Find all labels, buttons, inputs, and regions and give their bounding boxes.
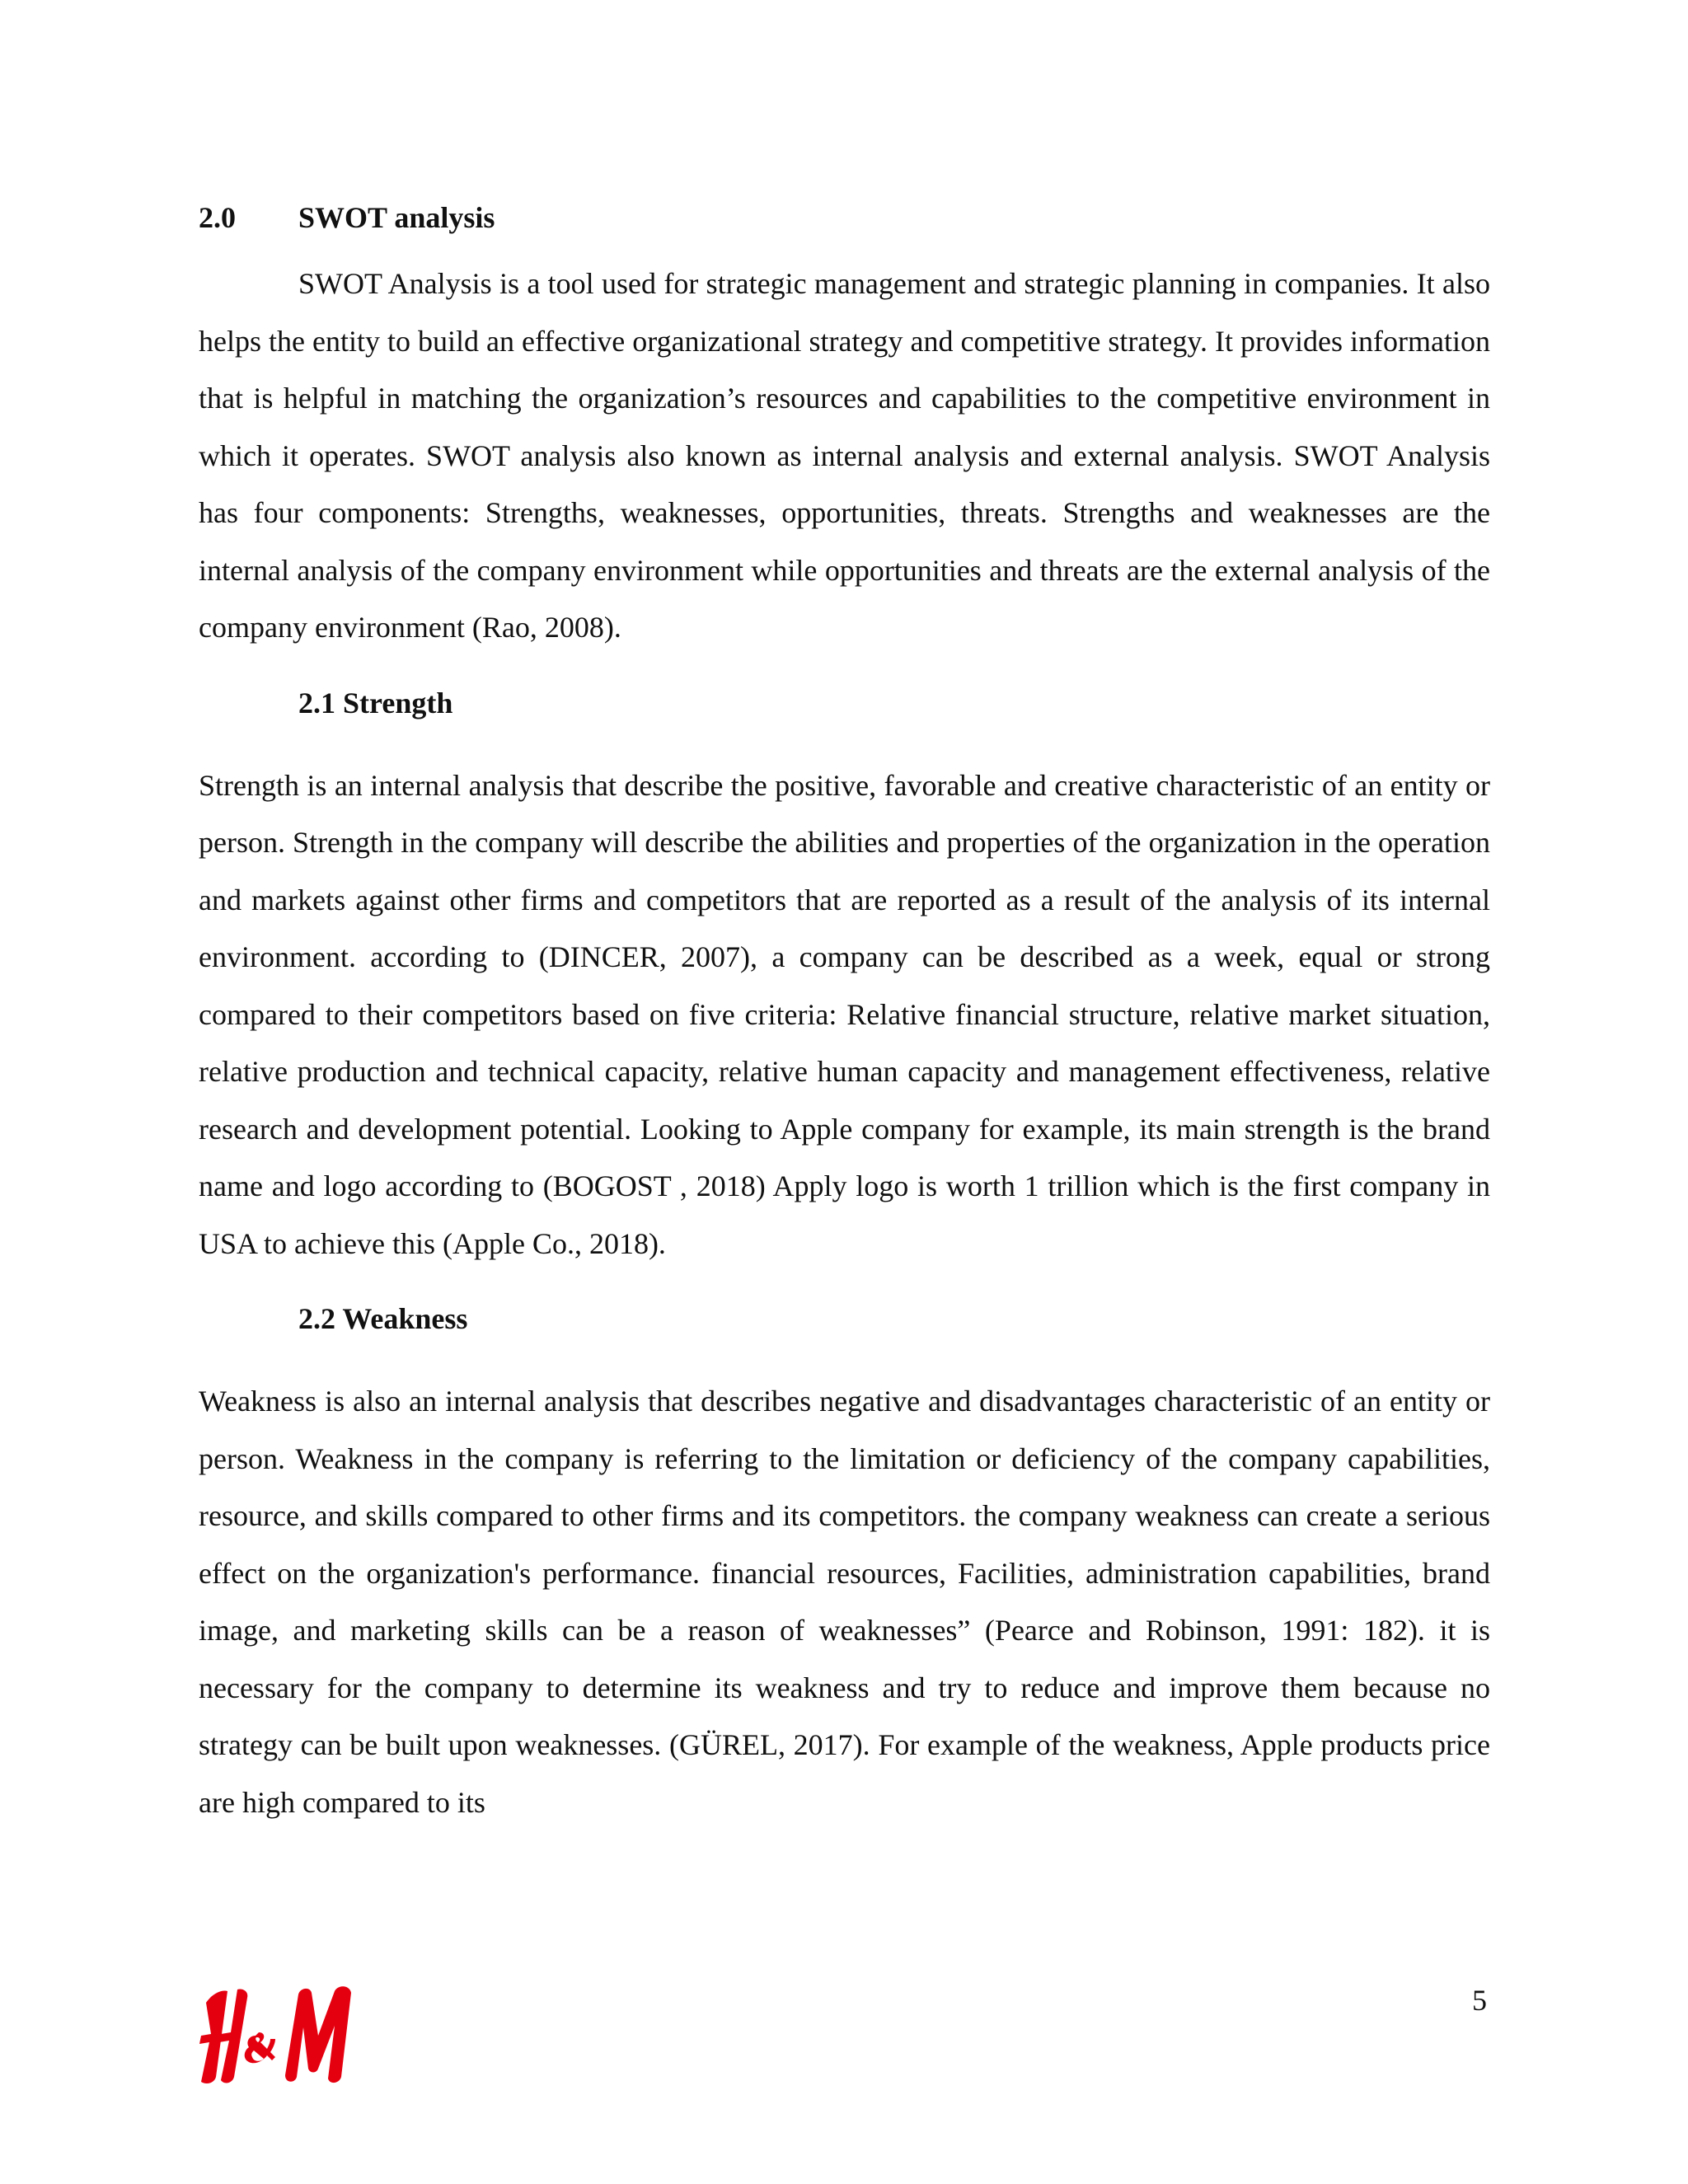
weakness-paragraph: Weakness is also an internal analysis that describes negative and disadvantages characteristic of an entity or person. Weakness in the company is referring to the limitation or deficiency of the company capabilities, resource, and skills compared to other firms and its competitors. the company weakness can create a serious effect on the organization's performance. financial resources, Facilities, administration capabilities, brand image, and marketing skills can be a reason of weaknesses” (Pearce and Robinson, 1991: 182). it is necessary for the company to determine its weakness and try to reduce and improve them because no strategy can be built upon weaknesses. (GÜREL, 2017). For example of the weakness, Apple products price are high compared to its [199, 1385, 1490, 1819]
strength-paragraph: Strength is an internal analysis that describe the positive, favorable and creative characteristic of an entity or person. Strength in the company will describe the abilities and properties of the organization in the operation and markets against other firms and competitors that are reported as a result of the analysis of its internal environment. according to (DINCER, 2007), a company can be described as a week, equal or strong compared to their competitors based on five criteria: Relative financial structure, relative market situation, relative production and technical capacity, relative human capacity and management effectiveness, relative research and development potential. Looking to Apple company for example, its main strength is the brand name and logo according to (BOGOST , 2018) Apply logo is worth 1 trillion which is the first company in USA to achieve this (Apple Co., 2018). [199, 768, 1490, 1260]
intro-paragraph: SWOT Analysis is a tool used for strategic management and strategic planning in companies. It also helps the entity to build an effective organizational strategy and competitive strategy. It provides information that is helpful in matching the organization’s resources and capabilities to the competitive environment in which it operates. SWOT analysis also known as internal analysis and external analysis. SWOT Analysis has four components: Strengths, weaknesses, opportunities, threats. Strengths and weaknesses are the internal analysis of the company environment while opportunities and threats are the external analysis of the company environment (Rao, 2008). [199, 267, 1490, 644]
hm-logo [195, 1978, 364, 2092]
strength-heading: 2.1 Strength [298, 686, 453, 719]
weakness-heading: 2.2 Weakness [298, 1302, 468, 1335]
page-content [199, 196, 1490, 1831]
section-title: SWOT analysis [298, 201, 495, 234]
page-number: 5 [1472, 1984, 1487, 2017]
section-heading [199, 196, 1490, 239]
section-number: 2.0 [199, 201, 236, 234]
hm-logo-icon [195, 1978, 364, 2092]
